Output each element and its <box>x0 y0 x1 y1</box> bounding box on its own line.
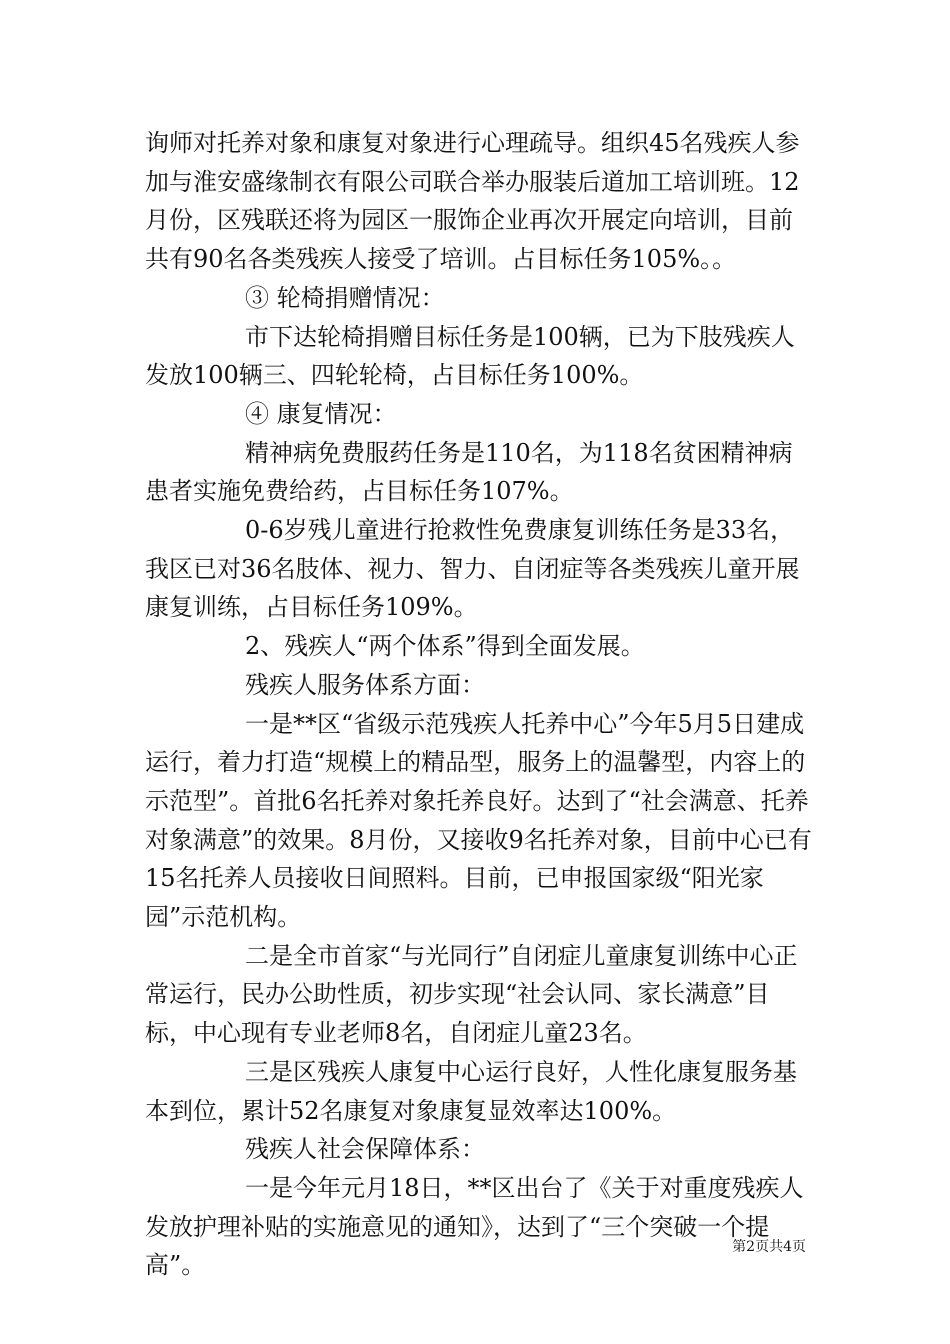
paragraph-10: 二是全市首家“与光同行”自闭症儿童康复训练中心正常运行，民办公助性质，初步实现“社会认同、家长满意”目标，中心现有专业老师8名，自闭症儿童23名。 <box>145 941 798 1048</box>
paragraph-11: 三是区残疾人康复中心运行良好，人性化康复服务基本到位，累计52名康复对象康复显效率达100%。 <box>145 1057 797 1125</box>
paragraph-8-heading: 残疾人服务体系方面： <box>245 670 485 699</box>
paragraph-4-heading: ④ 康复情况： <box>245 399 397 428</box>
paragraph-3: 市下达轮椅捐赠目标任务是100辆，已为下肢残疾人发放100辆三、四轮轮椅，占目标任务100%。 <box>145 322 795 390</box>
paragraph-9: 一是**区“省级示范残疾人托养中心”今年5月5日建成运行，着力打造“规模上的精品型，服务上的温馨型，内容上的示范型”。首批6名托养对象托养良好。达到了“社会满意、托养对象满意”的效果。8月份，又接收9名托养对象，目前中心已有15名托养人员接收日间照料。目前，已申报国家级“阳光家园”示范机构。 <box>145 709 812 932</box>
paragraph-13: 一是今年元月18日，**区出台了《关于对重度残疾人发放护理补贴的实施意见的通知》，达到了“三个突破一个提高”。 <box>145 1173 804 1280</box>
paragraph-6: 0-6岁残儿童进行抢救性免费康复训练任务是33名，我区已对36名肢体、视力、智力、自闭症等各类残疾儿童开展康复训练，占目标任务109%。 <box>145 516 800 622</box>
paragraph-5: 精神病免费服药任务是110名，为118名贫困精神病患者实施免费给药，占目标任务107%。 <box>145 438 793 506</box>
paragraph-1: 询师对托养对象和康复对象进行心理疏导。组织45名残疾人参加与淮安盛缘制衣有限公司联合举办服装后道加工培训班。12月份，区残联还将为园区一服饰企业再次开展定向培训，目前共有90名各类残疾人接受了培训。占目标任务105%。。 <box>145 129 800 274</box>
paragraph-2-heading: ③ 轮椅捐赠情况： <box>245 283 445 312</box>
document-body <box>145 124 815 1285</box>
paragraph-7-heading: 2、残疾人“两个体系”得到全面发展。 <box>245 632 645 661</box>
page-number-footer: 第2页共4页 <box>732 1239 806 1255</box>
paragraph-12-heading: 残疾人社会保障体系： <box>245 1135 485 1164</box>
